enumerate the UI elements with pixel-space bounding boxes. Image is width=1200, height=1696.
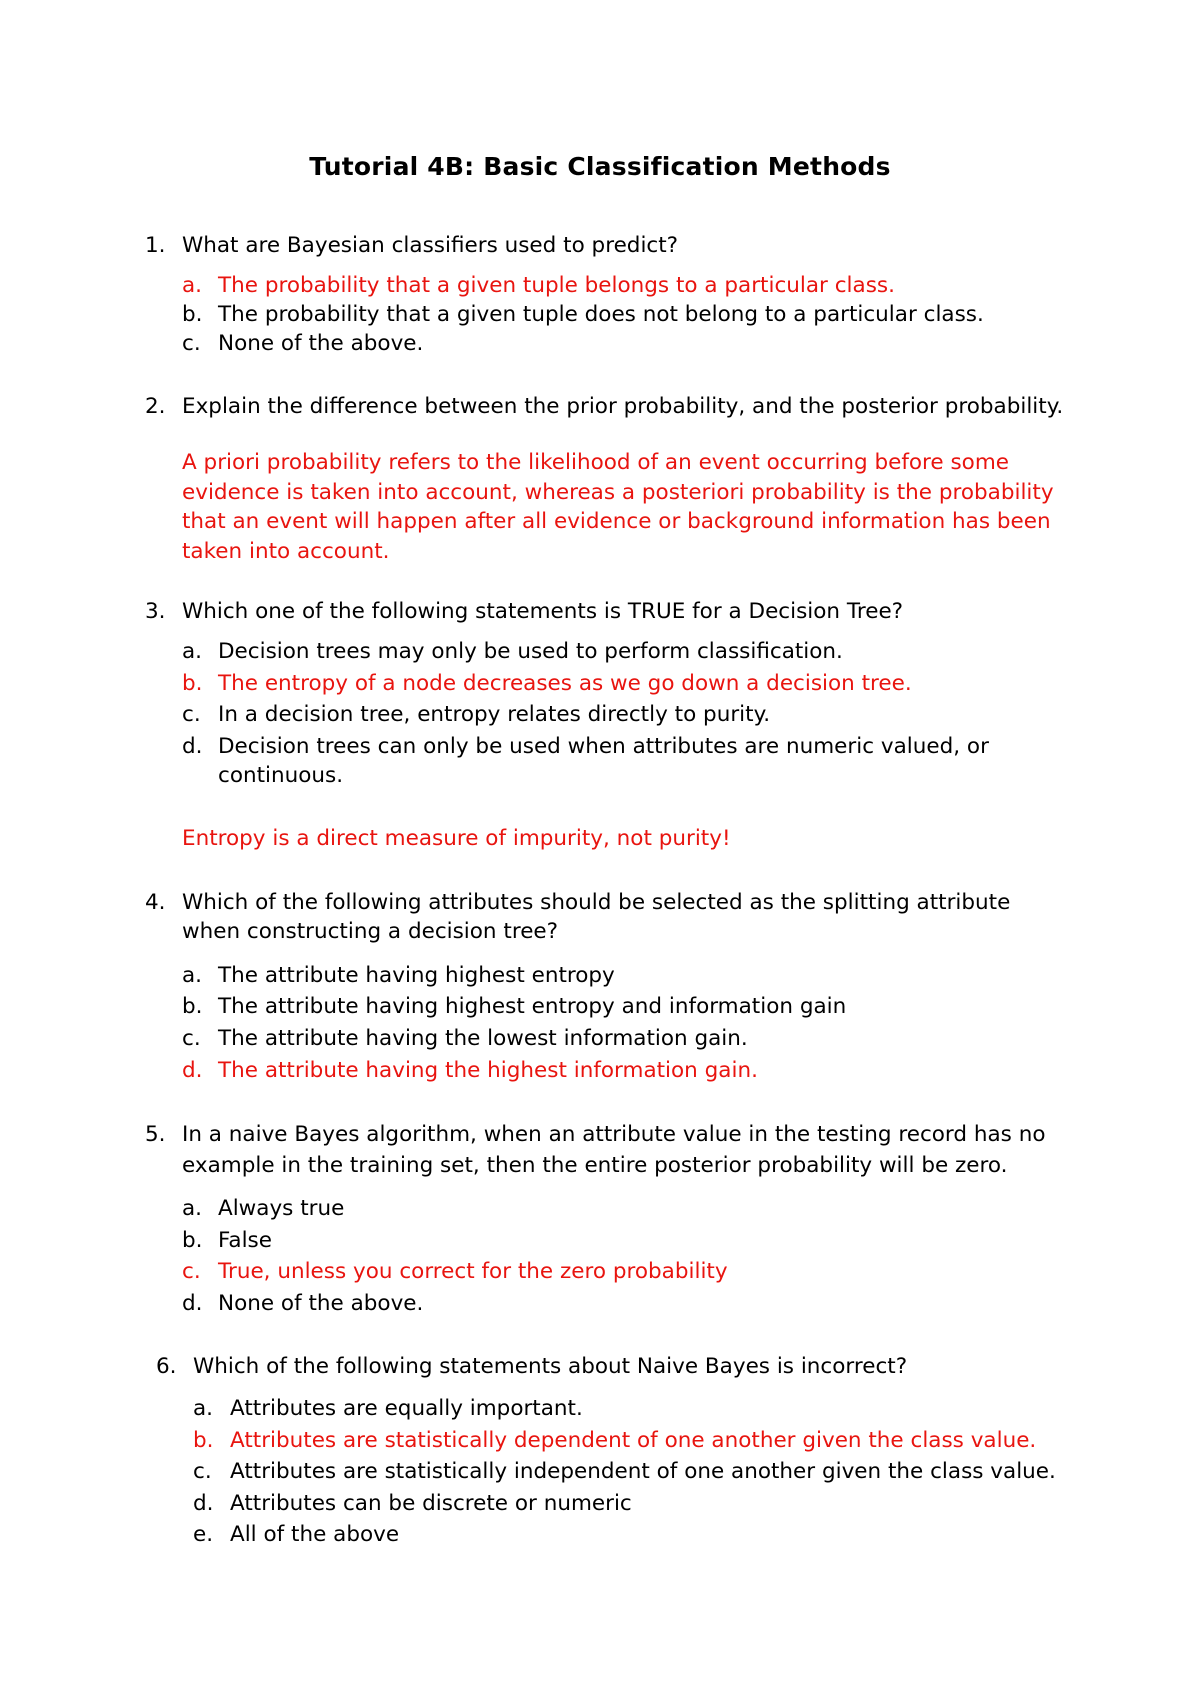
option-letter: e. [193, 1522, 214, 1547]
option-letter: c. [182, 331, 201, 356]
answer-line: A priori probability refers to the likelihood of an event occurring before some [182, 450, 1009, 475]
option-text-correct: True, unless you correct for the zero probability [218, 1259, 728, 1284]
question-text: In a naive Bayes algorithm, when an attribute value in the testing record has no [182, 1122, 1046, 1147]
option-text: Always true [218, 1196, 345, 1221]
option-letter: a. [182, 273, 203, 298]
option-text: In a decision tree, entropy relates directly to purity. [218, 702, 771, 727]
option-text: The attribute having highest entropy [218, 963, 615, 988]
option-text-correct: The probability that a given tuple belongs to a particular class. [218, 273, 895, 298]
question-number: 1. [145, 233, 166, 258]
question-number: 2. [145, 394, 166, 419]
option-letter: b. [182, 302, 203, 327]
option-text: None of the above. [218, 331, 424, 356]
answer-paragraph [182, 448, 1054, 566]
option-text: All of the above [230, 1522, 400, 1547]
answer-line: that an event will happen after all evidence or background information has been [182, 509, 1051, 534]
question-number: 5. [145, 1122, 166, 1147]
question-number: 3. [145, 599, 166, 624]
question-text: Explain the difference between the prior probability, and the posterior probability. [182, 394, 1064, 419]
option-text: The probability that a given tuple does not belong to a particular class. [218, 302, 984, 327]
option-text: The attribute having the lowest information gain. [218, 1026, 748, 1051]
option-text: The attribute having highest entropy and information gain [218, 994, 847, 1019]
answer-line: evidence is taken into account, whereas a posteriori probability is the probability [182, 479, 1054, 505]
option-text: Attributes are statistically independent of one another given the class value. [230, 1459, 1056, 1484]
option-letter: c. [182, 702, 201, 727]
question-number: 6. [156, 1354, 177, 1379]
option-letter: b. [193, 1428, 214, 1453]
option-letter: b. [182, 671, 203, 696]
option-text-correct: The attribute having the highest information gain. [218, 1058, 758, 1083]
option-letter: d. [182, 734, 203, 759]
option-text: False [218, 1228, 272, 1253]
page-title: Tutorial 4B: Basic Classification Methods [309, 152, 891, 181]
option-letter: d. [182, 1291, 203, 1316]
option-text: Attributes can be discrete or numeric [230, 1491, 632, 1516]
option-letter: c. [182, 1026, 201, 1051]
option-letter: b. [182, 994, 203, 1019]
option-text: Decision trees can only be used when attributes are numeric valued, or [218, 734, 989, 759]
option-letter: a. [182, 639, 203, 664]
option-letter: c. [193, 1459, 212, 1484]
question-text: What are Bayesian classifiers used to predict? [182, 233, 679, 258]
option-text: Attributes are equally important. [230, 1396, 583, 1421]
option-letter: a. [182, 1196, 203, 1221]
option-letter: c. [182, 1259, 201, 1284]
option-text-correct: The entropy of a node decreases as we go down a decision tree. [218, 671, 912, 696]
option-text: None of the above. [218, 1291, 424, 1316]
option-letter: b. [182, 1228, 203, 1253]
answer-line: taken into account. [182, 538, 390, 564]
option-text-correct: Attributes are statistically dependent of one another given the class value. [230, 1428, 1037, 1453]
option-text: Decision trees may only be used to perform classification. [218, 639, 843, 664]
option-letter: a. [182, 963, 203, 988]
option-letter: a. [193, 1396, 214, 1421]
answer-note: Entropy is a direct measure of impurity, not purity! [182, 826, 731, 851]
option-letter: d. [182, 1058, 203, 1083]
question-text: Which of the following attributes should be selected as the splitting attribute [182, 890, 1011, 915]
option-letter: d. [193, 1491, 214, 1516]
option-text-continued: continuous. [218, 763, 344, 788]
question-text-continued: example in the training set, then the entire posterior probability will be zero. [182, 1153, 1008, 1178]
question-number: 4. [145, 890, 166, 915]
question-text: Which one of the following statements is TRUE for a Decision Tree? [182, 599, 904, 624]
question-text-continued: when constructing a decision tree? [182, 919, 559, 944]
question-text: Which of the following statements about Naive Bayes is incorrect? [193, 1354, 908, 1379]
